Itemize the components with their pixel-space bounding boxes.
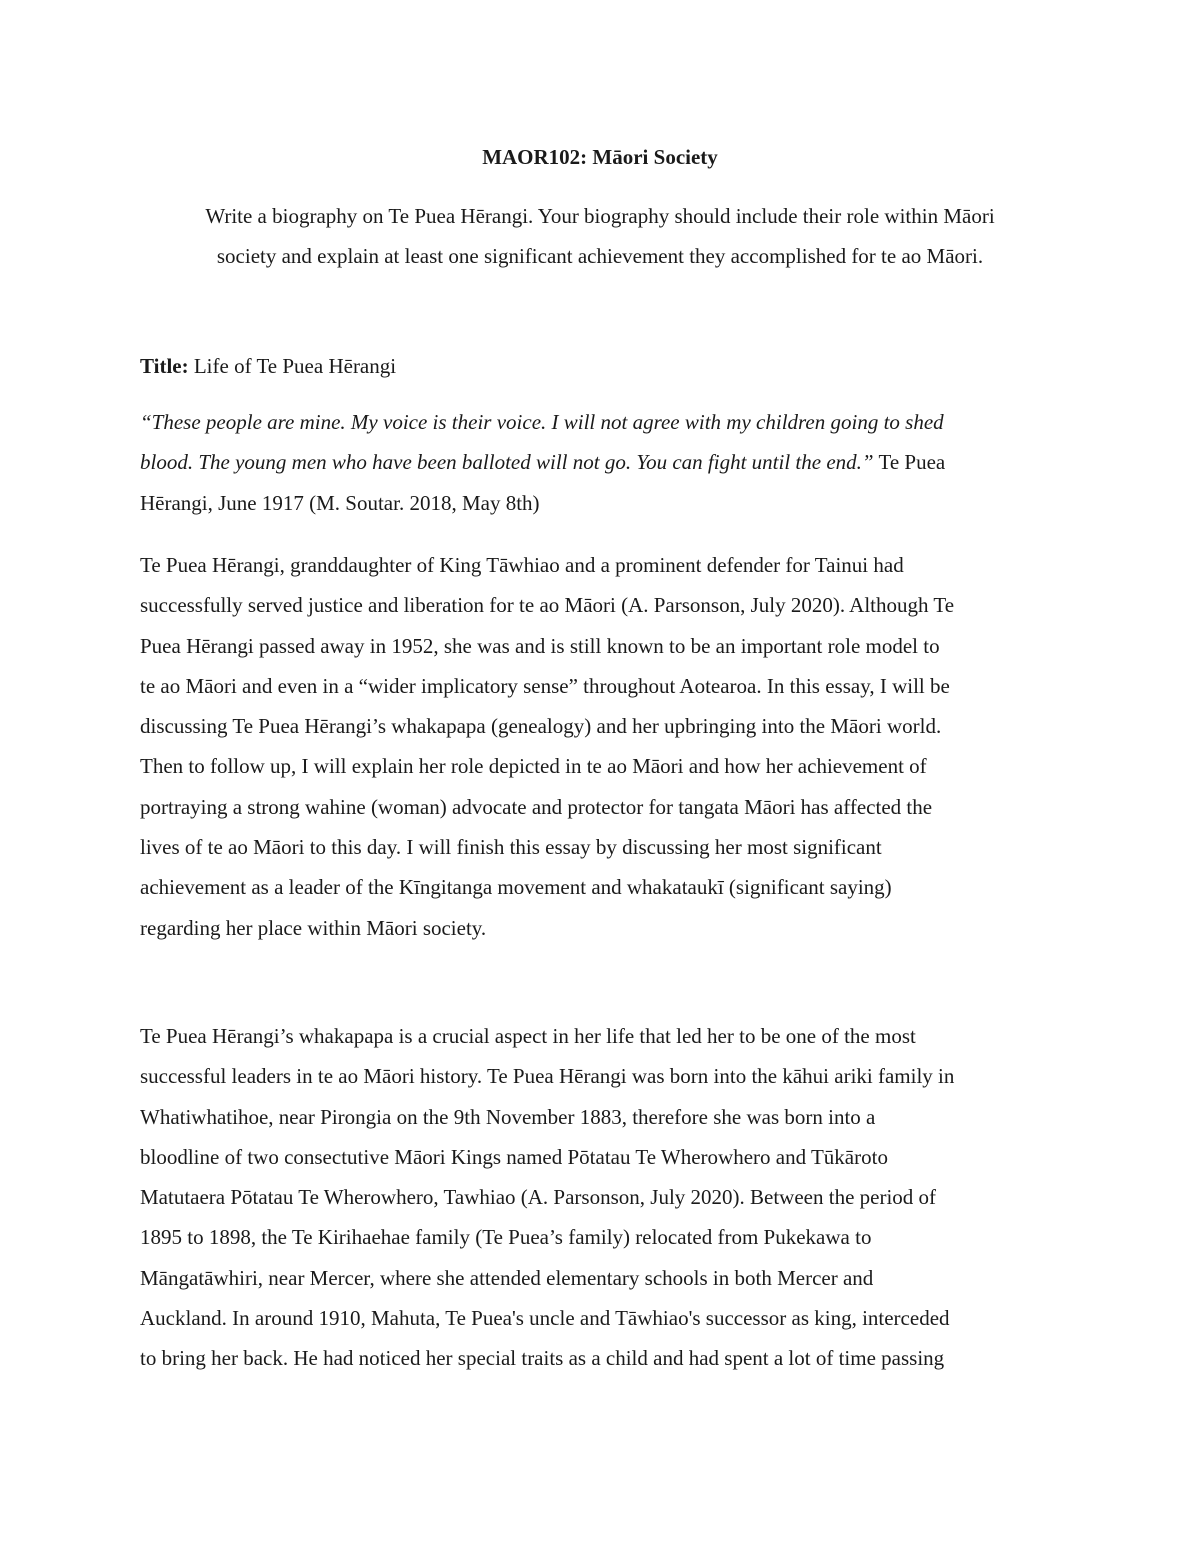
whakapapa-paragraph [140,1016,1060,1379]
introduction-paragraph [140,545,1060,948]
title-text: Life of Te Puea Hērangi [193,354,397,378]
prompt-line: society and explain at least one significant achievement they accomplished for te ao Māori. [216,244,984,268]
paragraph-line: successfully served justice and liberation for te ao Māori (A. Parsonson, July 2020). Although Te [140,593,955,618]
paragraph-line: successful leaders in te ao Māori history. Te Puea Hērangi was born into the kāhui ariki family in [140,1064,955,1089]
course-heading: MAOR102: Māori Society [482,145,718,169]
paragraph-line: Te Puea Hērangi’s whakapapa is a crucial aspect in her life that led her to be one of the most [140,1024,916,1048]
essay-title [140,352,396,380]
paragraph-line: 1895 to 1898, the Te Kirihaehae family (Te Puea’s family) relocated from Pukekawa to [140,1225,872,1250]
paragraph-line: Māngatāwhiri, near Mercer, where she attended elementary schools in both Mercer and [140,1265,874,1290]
paragraph-line: te ao Māori and even in a “wider implicatory sense” throughout Aotearoa. In this essay, I will be [140,673,950,698]
paragraph-line: lives of te ao Māori to this day. I will finish this essay by discussing her most significant [140,835,882,860]
paragraph-line: portraying a strong wahine (woman) advocate and protector for tangata Māori has affected the [140,794,933,819]
assignment-prompt [140,196,1060,276]
paragraph-line: discussing Te Puea Hērangi’s whakapapa (genealogy) and her upbringing into the Māori world. [140,714,942,739]
paragraph-line: to bring her back. He had noticed her special traits as a child and had spent a lot of time passing [140,1346,945,1371]
paragraph-line: Puea Hērangi passed away in 1952, she was and is still known to be an important role model to [140,633,940,658]
quote-line [140,402,1060,442]
title-label: Title: [140,354,189,378]
paragraph-line: Te Puea Hērangi, granddaughter of King Tāwhiao and a prominent defender for Tainui had [140,553,904,577]
quote-text: blood. The young men who have been balloted will not go. You can fight until the end.” [140,450,874,475]
prompt-line: Write a biography on Te Puea Hērangi. Your biography should include their role within Māori [205,204,995,228]
quote-citation: Hērangi, June 1917 (M. Soutar. 2018, May 8th) [140,490,540,515]
paragraph-line: achievement as a leader of the Kīngitanga movement and whakataukī (significant saying) [140,875,892,900]
opening-quote [140,402,1060,523]
paragraph-line: Auckland. In around 1910, Mahuta, Te Puea's uncle and Tāwhiao's successor as king, interceded [140,1306,950,1331]
quote-text: “These people are mine. My voice is their voice. I will not agree with my children going to shed [140,410,944,434]
paragraph-line: Whatiwhatihoe, near Pirongia on the 9th November 1883, therefore she was born into a [140,1104,876,1129]
paragraph-line: Matutaera Pōtatau Te Wherowhero, Tawhiao (A. Parsonson, July 2020). Between the period of [140,1185,937,1210]
quote-line [140,442,1060,482]
paragraph-line: bloodline of two consectutive Māori Kings named Pōtatau Te Wherowhero and Tūkāroto [140,1144,888,1169]
quote-attribution: Te Puea [873,450,946,475]
paragraph-line: Then to follow up, I will explain her role depicted in te ao Māori and how her achievement of [140,754,927,779]
paragraph-line: regarding her place within Māori society. [140,915,487,940]
